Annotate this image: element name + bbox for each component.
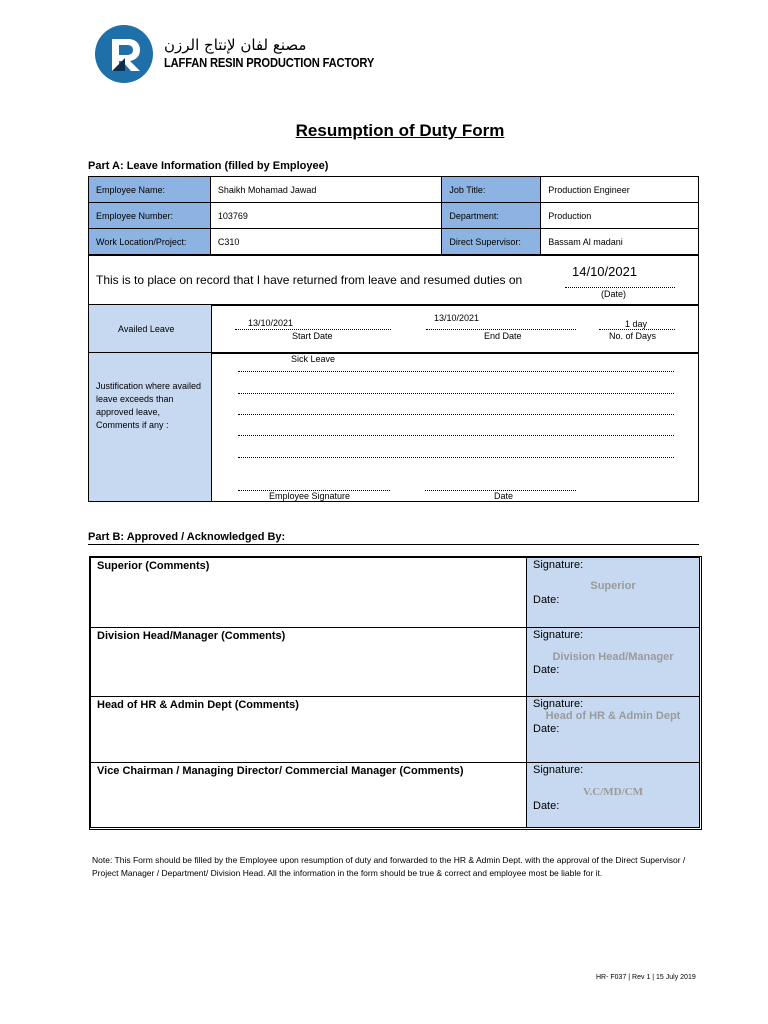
vice-chairman-signature-label: Signature: — [533, 764, 584, 776]
hr-head-signature-cell[interactable] — [527, 697, 700, 763]
superior-placeholder: Superior — [590, 580, 636, 592]
justification-line-5 — [238, 457, 674, 458]
employee-name-label: Employee Name: — [89, 177, 211, 203]
hr-head-date-label: Date: — [533, 723, 560, 735]
start-date-field[interactable]: 13/10/2021 — [248, 318, 294, 328]
justification-line-3 — [238, 414, 674, 415]
form-note: Note: This Form should be filled by the Employee upon resumption of duty and forwarded to the HR & Admin Dept. with the approval of the Direct Supervisor / Project Manager / Department/ Division Head. All the information in the form should be true & correct and employee most be liable for it. — [92, 855, 686, 878]
resumption-date-caption: (Date) — [601, 289, 627, 299]
justification-box — [88, 352, 699, 502]
availed-leave-box — [88, 304, 699, 354]
logo-r-icon — [95, 25, 153, 83]
justification-label-cell — [89, 353, 212, 501]
division-head-date-label: Date: — [533, 664, 560, 676]
employee-signature-caption: Employee Signature — [269, 491, 351, 501]
supervisor-label: Direct Supervisor: — [442, 229, 541, 255]
days-caption: No. of Days — [609, 331, 657, 341]
declaration-box — [88, 255, 699, 306]
employee-info-table — [88, 176, 699, 255]
part-a-heading: Part A: Leave Information (filled by Employee) — [88, 160, 329, 172]
resumption-date-field[interactable]: 14/10/2021 — [572, 264, 638, 279]
division-head-placeholder: Division Head/Manager — [552, 651, 674, 663]
vice-chairman-date-label: Date: — [533, 800, 560, 812]
start-date-line — [235, 329, 391, 330]
part-b-rule — [88, 544, 699, 545]
department-label: Department: — [442, 203, 541, 229]
superior-signature-cell[interactable] — [527, 558, 700, 628]
job-title-label: Job Title: — [442, 177, 541, 203]
justification-line-2 — [238, 393, 674, 394]
superior-date-label: Date: — [533, 594, 560, 606]
page-title: Resumption of Duty Form — [295, 121, 505, 140]
end-date-line — [426, 329, 576, 330]
days-field[interactable]: 1 day — [625, 319, 648, 329]
employee-number-label: Employee Number: — [89, 203, 211, 229]
division-head-signature-cell[interactable] — [527, 628, 700, 697]
company-name-arabic: مصنع لفان لإنتاج الرزن — [164, 36, 307, 54]
superior-comments-label: Superior (Comments) — [97, 560, 210, 572]
end-date-field[interactable]: 13/10/2021 — [434, 313, 480, 323]
hr-head-comments-field[interactable] — [91, 697, 527, 763]
division-head-signature-label: Signature: — [533, 629, 584, 641]
vice-chairman-comments-label: Vice Chairman / Managing Director/ Commercial Manager (Comments) — [97, 765, 464, 777]
days-line — [599, 329, 675, 330]
declaration-text: This is to place on record that I have returned from leave and resumed duties on — [96, 273, 523, 287]
justification-line-4 — [238, 435, 674, 436]
resumption-date-line — [565, 287, 675, 288]
part-b-heading: Part B: Approved / Acknowledged By: — [88, 531, 286, 543]
department-field[interactable]: Production — [541, 203, 699, 229]
vice-chairman-comments-field[interactable] — [91, 763, 527, 828]
company-logo — [95, 25, 153, 83]
work-location-label: Work Location/Project: — [89, 229, 211, 255]
justification-line-1 — [238, 371, 674, 372]
availed-leave-label: Availed Leave — [118, 324, 175, 334]
division-head-comments-label: Division Head/Manager (Comments) — [97, 630, 286, 642]
division-head-comments-field[interactable] — [91, 628, 527, 697]
end-date-caption: End Date — [484, 331, 522, 341]
approval-table — [90, 557, 700, 828]
company-name: LAFFAN RESIN PRODUCTION FACTORY — [164, 55, 375, 70]
justification-text[interactable]: Sick Leave — [291, 354, 336, 364]
hr-head-signature-label: Signature: — [533, 698, 584, 710]
hr-head-comments-label: Head of HR & Admin Dept (Comments) — [97, 699, 299, 711]
employee-name-field[interactable]: Shaikh Mohamad Jawad — [210, 177, 441, 203]
vice-chairman-placeholder: V.C/MD/CM — [583, 786, 643, 798]
work-location-field[interactable]: C310 — [210, 229, 441, 255]
signature-date-caption: Date — [494, 491, 514, 501]
form-footer: HR- F037 | Rev 1 | 15 July 2019 — [596, 974, 696, 981]
hr-head-placeholder: Head of HR & Admin Dept — [545, 710, 681, 722]
start-date-caption: Start Date — [292, 331, 333, 341]
superior-signature-label: Signature: — [533, 559, 584, 571]
job-title-field[interactable]: Production Engineer — [541, 177, 699, 203]
availed-leave-label-cell — [89, 305, 212, 353]
superior-comments-field[interactable] — [91, 558, 527, 628]
supervisor-field[interactable]: Bassam Al madani — [541, 229, 699, 255]
vice-chairman-signature-cell[interactable] — [527, 763, 700, 828]
employee-number-field[interactable]: 103769 — [210, 203, 441, 229]
justification-label: Justification where availed leave exceeds than approved leave, Comments if any : — [96, 381, 202, 430]
